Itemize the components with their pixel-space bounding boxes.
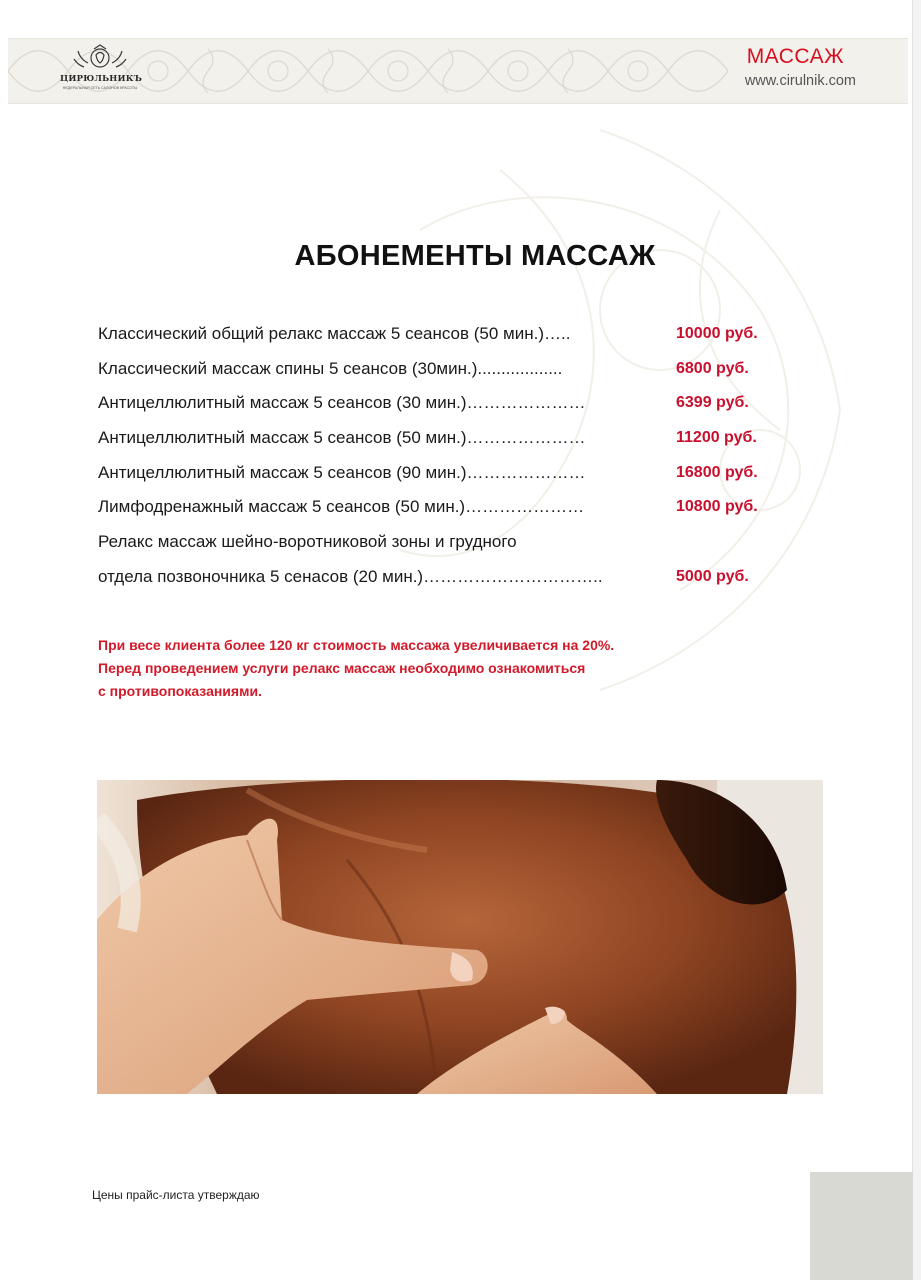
list-item — [98, 422, 818, 457]
service-price: 11200 руб. — [676, 429, 757, 447]
notice-line: с противопоказаниями. — [98, 683, 262, 699]
service-price: 6800 руб. — [676, 359, 749, 377]
massage-image — [97, 780, 823, 1094]
price-list — [98, 318, 818, 596]
page-title: АБОНЕМЕНТЫ МАССАЖ — [294, 240, 656, 272]
brand-logo — [60, 43, 143, 99]
service-price: 6399 руб. — [676, 394, 749, 412]
page-edge — [912, 0, 921, 1280]
massage-photo — [97, 780, 823, 1094]
service-price: 10800 руб. — [676, 498, 758, 516]
service-name: Антицеллюлитный массаж 5 сеансов (90 мин.)………………… — [98, 462, 586, 482]
service-name-line1: Релакс массаж шейно-воротниковой зоны и грудного — [98, 532, 517, 552]
service-name: Классический общий релакс массаж 5 сеансов (50 мин.)….. — [98, 324, 571, 343]
list-item — [98, 561, 818, 596]
service-price: 5000 руб. — [676, 567, 749, 585]
approval-text: Цены прайс-листа утверждаю — [92, 1188, 260, 1202]
list-item — [98, 457, 818, 492]
section-title: МАССАЖ — [746, 45, 844, 68]
logo-emblem-icon — [60, 43, 140, 75]
service-price: 16800 руб. — [676, 463, 758, 481]
service-name: Лимфодренажный массаж 5 сеансов (50 мин.)………………… — [98, 497, 585, 517]
list-item — [98, 387, 818, 422]
service-price: 10000 руб. — [676, 325, 758, 342]
service-name-line2: отдела позвоночника 5 сенасов (20 мин.)………………………….. — [98, 566, 603, 586]
signature-box — [810, 1172, 913, 1280]
service-name: Антицеллюлитный массаж 5 сеансов (30 мин.)………………… — [98, 393, 586, 413]
list-item — [98, 526, 818, 561]
notice-line: При весе клиента более 120 кг стоимость массажа увеличивается на 20%. — [98, 637, 615, 653]
logo-text: ЦИРЮЛЬНИКЪ — [60, 74, 143, 84]
service-name: Классический массаж спины 5 сеансов (30мин.).................. — [98, 358, 563, 378]
service-name: Антицеллюлитный массаж 5 сеансов (50 мин.)………………… — [98, 428, 586, 448]
website-link[interactable]: www.cirulnik.com — [744, 73, 856, 89]
list-item — [98, 353, 818, 388]
header-banner — [8, 38, 908, 104]
list-item — [98, 491, 818, 526]
price-notice — [98, 634, 778, 703]
logo-subtext: ФЕДЕРАЛЬНАЯ СЕТЬ САЛОНОВ КРАСОТЫ — [62, 86, 138, 90]
notice-line: Перед проведением услуги релакс массаж необходимо ознакомиться — [98, 660, 586, 676]
list-item — [98, 318, 818, 353]
